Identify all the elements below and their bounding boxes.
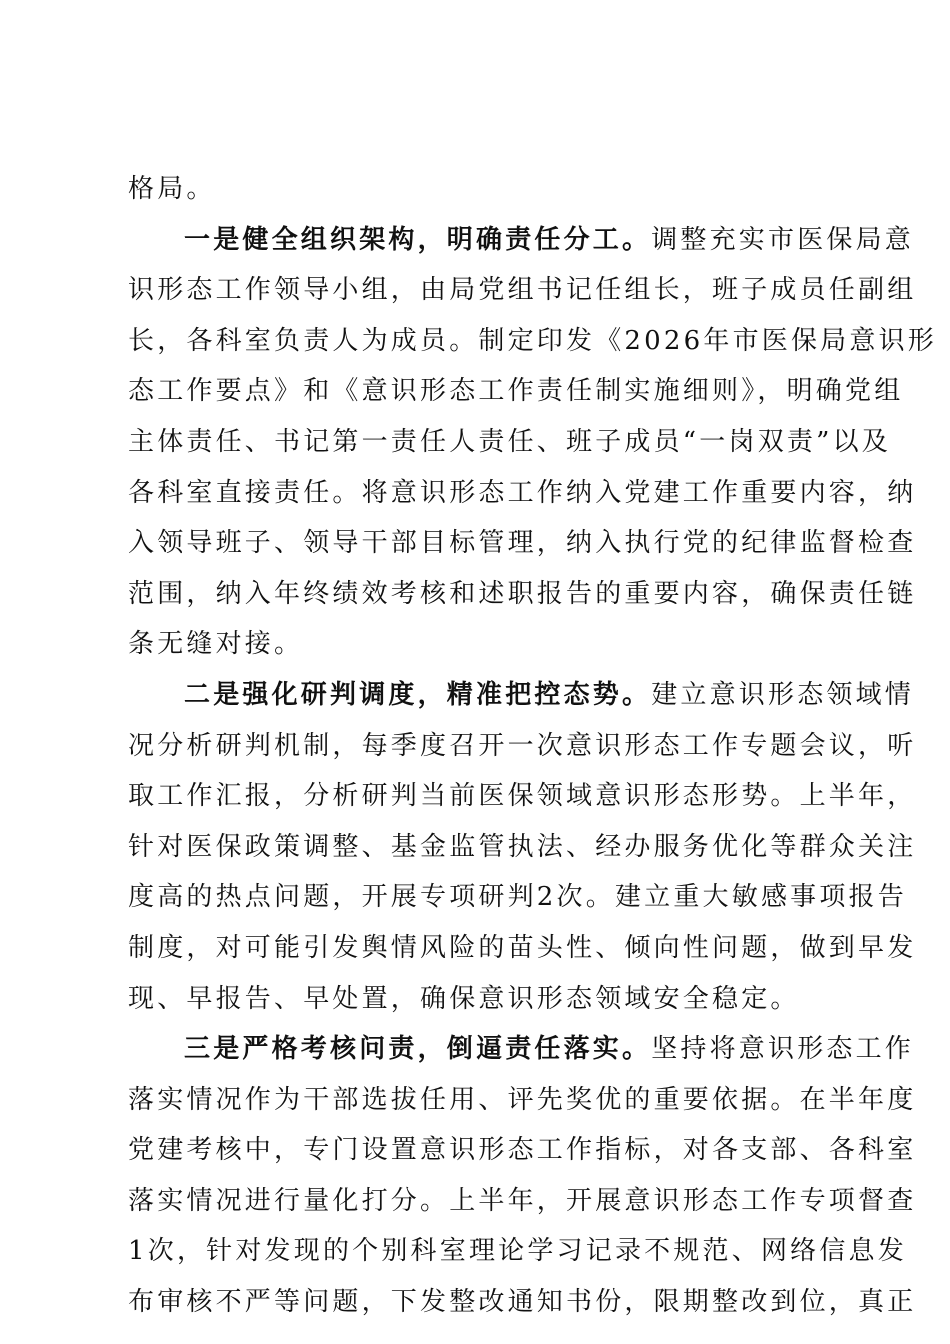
text-line: 1次，针对发现的个别科室理论学习记录不规范、网络信息发	[128, 1236, 907, 1267]
text-run: 建立意识形态领域情	[651, 679, 915, 710]
paragraph-assessment	[128, 1024, 917, 1328]
text-line: 现、早报告、早处置，确保意识形态领域安全稳定。	[128, 983, 800, 1014]
paragraph-heading: 三是严格考核问责，倒逼责任落实。	[184, 1034, 652, 1065]
text-line: 入领导班子、领导干部目标管理，纳入执行党的纪律监督检查	[128, 528, 917, 559]
paragraph-analysis	[128, 670, 917, 1024]
text-line: 度高的热点问题，开展专项研判2次。建立重大敏感事项报告	[128, 882, 907, 913]
text-line: 落实情况进行量化打分。上半年，开展意识形态工作专项督查	[128, 1185, 917, 1216]
text-line: 针对医保政策调整、基金监管执法、经办服务优化等群众关注	[128, 831, 917, 862]
text-line: 落实情况作为干部选拔任用、评先奖优的重要依据。在半年度	[128, 1084, 917, 1115]
text-line: 主体责任、书记第一责任人责任、班子成员“一岗双责”以及	[128, 426, 891, 457]
paragraph-continuation	[128, 164, 828, 215]
text-line: 长，各科室负责人为成员。制定印发《2026年市医保局意识形	[128, 325, 937, 356]
text-line: 范围，纳入年终绩效考核和述职报告的重要内容，确保责任链	[128, 578, 917, 609]
text-line: 条无缝对接。	[128, 629, 304, 660]
text-line-first	[128, 1024, 915, 1075]
text-run: 坚持将意识形态工作	[651, 1034, 915, 1065]
text-line-first	[128, 670, 915, 721]
text-line: 格局。	[128, 174, 216, 204]
text-line-first	[128, 215, 915, 266]
text-line: 党建考核中，专门设置意识形态工作指标，对各支部、各科室	[128, 1135, 917, 1166]
text-run: 调整充实市医保局意	[651, 224, 915, 255]
text-line: 况分析研判机制，每季度召开一次意识形态工作专题会议，听	[128, 730, 917, 761]
paragraph-heading: 一是健全组织架构，明确责任分工。	[184, 224, 652, 255]
text-line: 布审核不严等问题，下发整改通知书份，限期整改到位，真正	[128, 1287, 917, 1318]
paragraph-organization	[128, 215, 937, 670]
paragraph-heading: 二是强化研判调度，精准把控态势。	[184, 679, 652, 710]
text-line: 取工作汇报，分析研判当前医保领域意识形态形势。上半年，	[128, 781, 917, 812]
text-line: 制度，对可能引发舆情风险的苗头性、倾向性问题，做到早发	[128, 932, 917, 963]
text-line: 态工作要点》和《意识形态工作责任制实施细则》，明确党组	[128, 376, 904, 407]
document-body	[128, 164, 937, 1328]
text-line: 识形态工作领导小组，由局党组书记任组长，班子成员任副组	[128, 275, 917, 306]
text-line: 各科室直接责任。将意识形态工作纳入党建工作重要内容，纳	[128, 477, 917, 508]
